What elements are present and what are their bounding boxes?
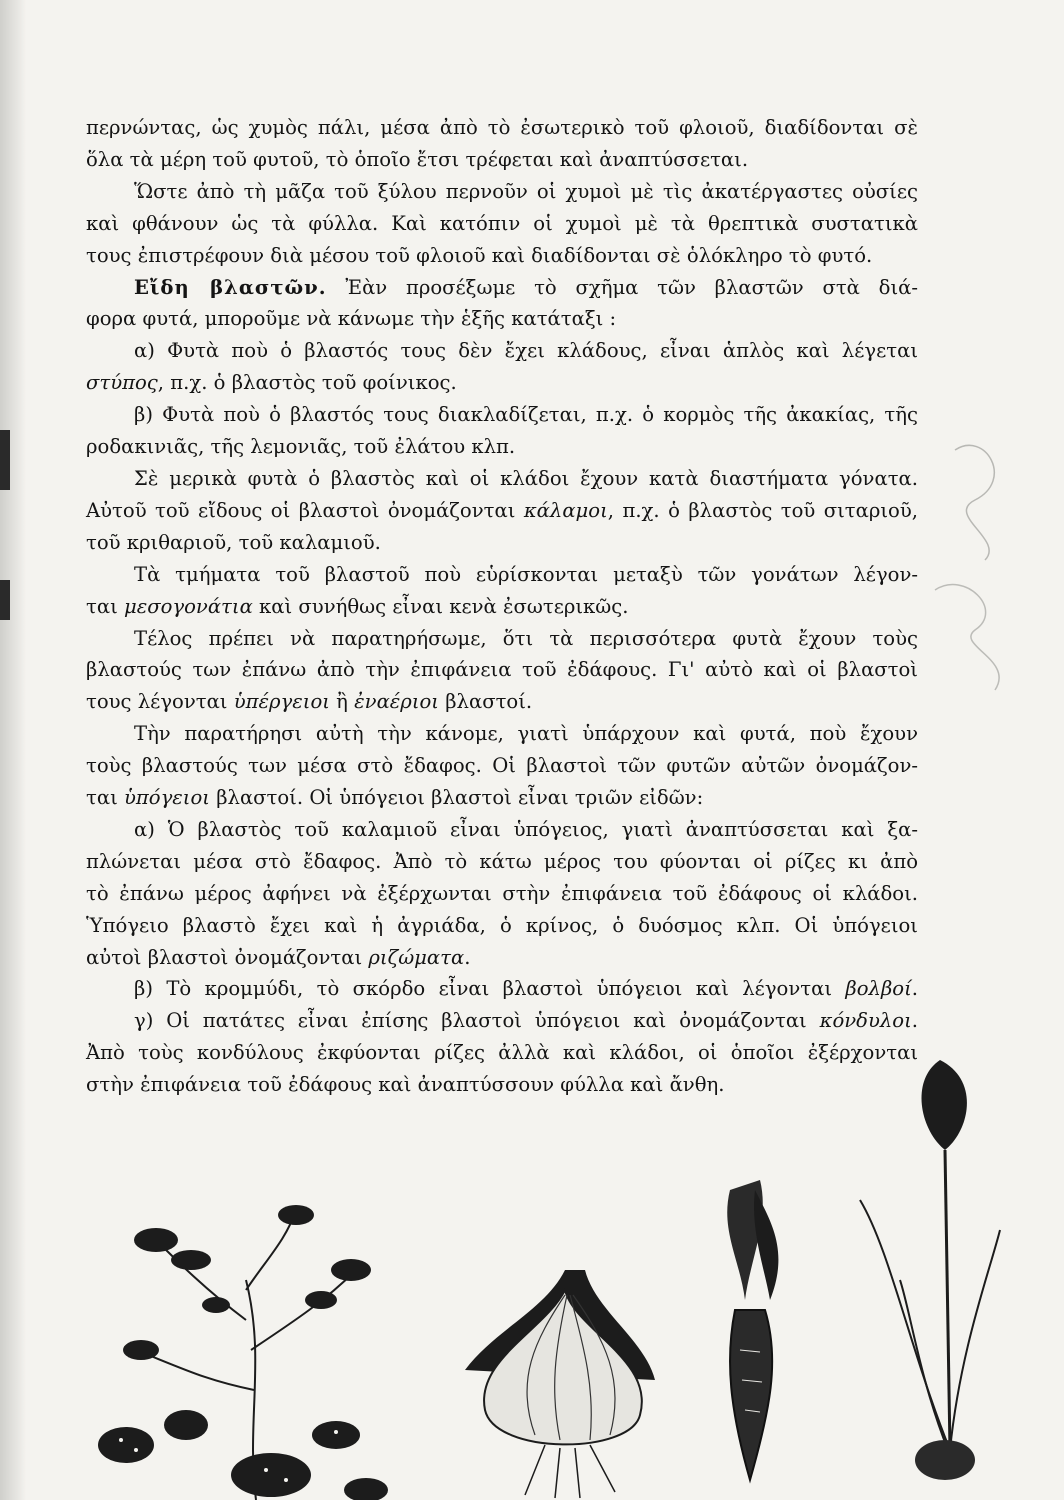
text-segment: τοὺς βλαστούς των μέσα στὸ ἔδαφος. Οἱ βλαστοὶ τῶν φυτῶν αὐτῶν ὀνομάζον- bbox=[86, 754, 918, 778]
text-segment: περνώντας, ὡς χυμὸς πάλι, μέσα ἀπὸ τὸ ἐσωτερικὸ τοῦ φλοιοῦ, διαδίδονται σὲ bbox=[86, 116, 918, 139]
text-line bbox=[86, 272, 918, 304]
text-segment: βλαστοί. bbox=[439, 690, 533, 714]
text-line bbox=[86, 527, 918, 559]
text-segment: πλώνεται μέσα στὸ ἔδαφος. Ἀπὸ τὸ κάτω μέρος του φύονται οἱ ρίζες κι ἀπὸ bbox=[86, 849, 918, 873]
term-italic: κόνδυλοι bbox=[819, 1009, 912, 1033]
text-line bbox=[86, 942, 918, 974]
section-heading: Εἴδη βλαστῶν. bbox=[134, 275, 327, 299]
iris-illustration bbox=[850, 1050, 1010, 1500]
text-line bbox=[86, 814, 918, 846]
binding-mark bbox=[0, 430, 10, 490]
text-line bbox=[86, 910, 918, 942]
term-italic: ἐναέριοι bbox=[354, 690, 439, 714]
text-line bbox=[86, 686, 918, 718]
text-segment: α) Ὁ βλαστὸς τοῦ καλαμιοῦ εἶναι ὑπόγειος, γιατὶ ἀναπτύσσεται καὶ ξα- bbox=[134, 817, 918, 841]
text-segment: τους λέγονται bbox=[86, 690, 234, 714]
text-line bbox=[86, 1005, 918, 1037]
text-line bbox=[86, 367, 918, 399]
text-segment: βλαστοί. Οἱ ὑπόγειοι βλαστοὶ εἶναι τριῶν εἰδῶν: bbox=[209, 786, 704, 810]
text-line bbox=[86, 654, 918, 686]
text-segment: φορα φυτά, μποροῦμε νὰ κάνωμε τὴν ἑξῆς κατάταξι : bbox=[86, 307, 617, 331]
potato-plant-illustration bbox=[96, 1200, 426, 1500]
pencil-scribble bbox=[915, 420, 1055, 720]
text-line bbox=[86, 1037, 918, 1069]
text-line bbox=[86, 335, 918, 367]
text-segment: Τὴν παρατήρησι αὐτὴ τὴν κάνομε, γιατὶ ὑπάρχουν καὶ φυτά, ποὺ ἔχουν bbox=[134, 722, 918, 746]
term-italic: ὑπέργειοι bbox=[233, 690, 330, 714]
text-segment: καὶ συνήθως εἶναι κενὰ ἐσωτερικῶς. bbox=[252, 594, 629, 618]
term-italic: στύπος bbox=[86, 371, 158, 395]
text-segment: , π.χ. ὁ βλαστὸς τοῦ σιταριοῦ, bbox=[607, 498, 918, 522]
text-segment: γ) Οἱ πατάτες εἶναι ἐπίσης βλαστοὶ ὑπόγειοι καὶ ὀνομάζονται bbox=[134, 1009, 820, 1033]
text-segment: Αὐτοῦ τοῦ εἴδους οἱ βλαστοὶ ὀνομάζονται bbox=[86, 498, 524, 522]
text-line bbox=[86, 431, 918, 463]
text-segment: Ἀπὸ τοὺς κονδύλους ἐκφύονται ρίζες ἀλλὰ καὶ κλάδοι, οἱ ὁποῖοι ἐξέρχονται bbox=[86, 1041, 918, 1065]
text-segment: τους ἐπιστρέφουν διὰ μέσου τοῦ φλοιοῦ καὶ διαδίδονται σὲ ὁλόκληρο τὸ φυτό. bbox=[86, 243, 873, 267]
term-italic: μεσογονάτια bbox=[123, 594, 253, 618]
text-segment: Ἐὰν προσέξωμε τὸ σχῆμα τῶν βλαστῶν στὰ διά- bbox=[326, 275, 918, 299]
text-segment: Ὑπόγειο βλαστὸ ἔχει καὶ ἡ ἀγριάδα, ὁ κρίνος, ὁ δυόσμος κλπ. Οἱ ὑπόγειοι bbox=[86, 913, 918, 937]
text-segment: ται bbox=[86, 786, 124, 810]
text-segment: Τὰ τμήματα τοῦ βλαστοῦ ποὺ εὑρίσκονται μεταξὺ τῶν γονάτων λέγον- bbox=[134, 562, 918, 586]
text-line bbox=[86, 878, 918, 910]
text-segment: , π.χ. ὁ βλαστὸς τοῦ φοίνικος. bbox=[157, 371, 457, 395]
text-segment: Ὥστε ἀπὸ τὴ μᾶζα τοῦ ξύλου περνοῦν οἱ χυμοὶ μὲ τὶς ἀκατέργαστες οὐσίες bbox=[134, 179, 918, 203]
plant-illustrations bbox=[0, 1180, 1064, 1500]
text-line bbox=[86, 176, 918, 208]
term-italic: ριζώματα bbox=[368, 945, 465, 969]
text-segment: . bbox=[911, 977, 918, 1001]
text-segment: καὶ φθάνουν ὡς τὰ φύλλα. Καὶ κατόπιν οἱ χυμοὶ μὲ τὰ θρεπτικὰ συστατικὰ bbox=[86, 211, 918, 235]
text-line bbox=[86, 463, 918, 495]
text-line bbox=[86, 303, 918, 335]
text-line bbox=[86, 623, 918, 655]
term-italic: ὑπόγειοι bbox=[123, 786, 210, 810]
text-segment: βλαστούς των ἐπάνω ἀπὸ τὴν ἐπιφάνεια τοῦ ἐδάφους. Γι' αὐτὸ καὶ οἱ βλαστοὶ bbox=[86, 658, 918, 682]
text-segment: . bbox=[464, 945, 471, 969]
onion-bulb-illustration bbox=[455, 1270, 665, 1500]
body-text bbox=[86, 112, 918, 1101]
text-line bbox=[86, 782, 918, 814]
text-line bbox=[86, 846, 918, 878]
text-line bbox=[86, 591, 918, 623]
text-line bbox=[86, 718, 918, 750]
text-segment: ται bbox=[86, 594, 124, 618]
text-segment: στὴν ἐπιφάνεια τοῦ ἐδάφους καὶ ἀναπτύσσουν φύλλα καὶ ἄνθη. bbox=[86, 1073, 725, 1097]
text-segment: β) Τὸ κρομμύδι, τὸ σκόρδο εἶναι βλαστοὶ ὑπόγειοι καὶ λέγονται bbox=[134, 977, 846, 1001]
text-line bbox=[86, 208, 918, 240]
text-segment: α) Φυτὰ ποὺ ὁ βλαστός τους δὲν ἔχει κλάδους, εἶναι ἁπλὸς καὶ λέγεται bbox=[134, 339, 918, 363]
text-segment: τὸ ἐπάνω μέρος ἀφήνει νὰ ἐξέρχωνται στὴν ἐπιφάνεια τοῦ ἐδάφους οἱ κλάδοι. bbox=[86, 881, 918, 905]
text-segment: ὅλα τὰ μέρη τοῦ φυτοῦ, τὸ ὁποῖο ἔτσι τρέφεται καὶ ἀναπτύσσεται. bbox=[86, 147, 749, 171]
term-italic: κάλαμοι bbox=[523, 498, 608, 522]
text-line bbox=[86, 144, 918, 176]
text-segment: ἢ bbox=[329, 690, 355, 714]
text-line bbox=[86, 112, 918, 144]
text-line bbox=[86, 240, 918, 272]
text-segment: αὐτοὶ βλαστοὶ ὀνομάζονται bbox=[86, 945, 369, 969]
text-segment: Τέλος πρέπει νὰ παρατηρήσωμε, ὅτι τὰ περισσότερα φυτὰ ἔχουν τοὺς bbox=[134, 626, 918, 650]
text-segment: ροδακινιᾶς, τῆς λεμονιᾶς, τοῦ ἐλάτου κλπ. bbox=[86, 435, 516, 459]
text-line bbox=[86, 973, 918, 1005]
text-line bbox=[86, 1069, 918, 1101]
text-segment: . bbox=[911, 1009, 918, 1033]
beet-illustration bbox=[690, 1180, 820, 1500]
text-line bbox=[86, 495, 918, 527]
text-line bbox=[86, 750, 918, 782]
text-segment: τοῦ κριθαριοῦ, τοῦ καλαμιοῦ. bbox=[86, 530, 381, 554]
term-italic: βολβοί bbox=[845, 977, 912, 1001]
text-segment: β) Φυτὰ ποὺ ὁ βλαστός τους διακλαδίζεται, π.χ. ὁ κορμὸς τῆς ἀκακίας, τῆς bbox=[134, 403, 918, 427]
text-segment: Σὲ μερικὰ φυτὰ ὁ βλαστὸς καὶ οἱ κλάδοι ἔχουν κατὰ διαστήματα γόνατα. bbox=[134, 466, 918, 490]
binding-mark bbox=[0, 580, 10, 620]
text-line bbox=[86, 399, 918, 431]
text-line bbox=[86, 559, 918, 591]
